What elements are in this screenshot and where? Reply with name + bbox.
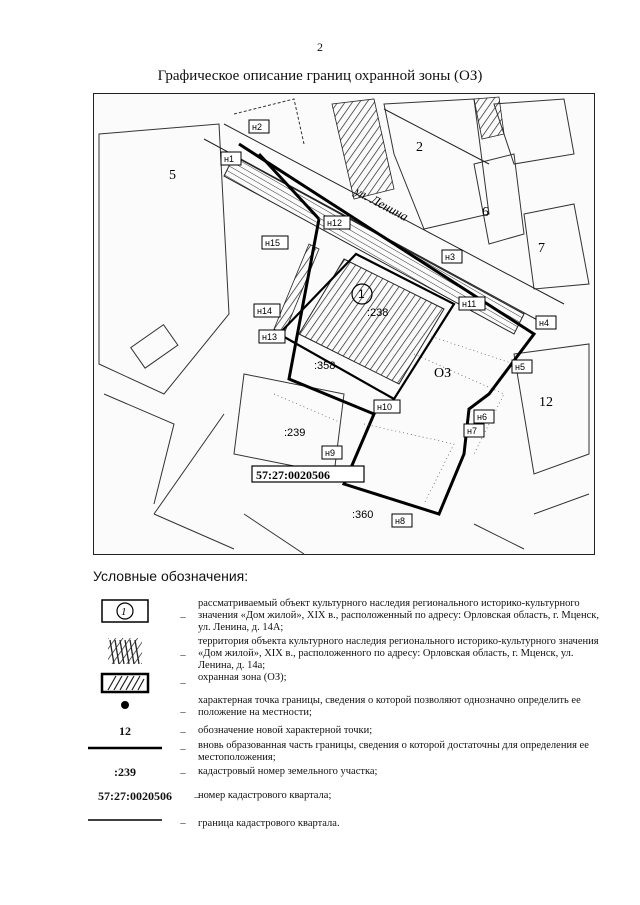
legend-dash: – — [180, 612, 186, 623]
legend-symbol-quarter-boundary — [80, 814, 170, 832]
legend-symbol-quarter: 57:27:0020506 — [98, 789, 172, 803]
svg-text:н14: н14 — [257, 306, 272, 316]
parcel-label-360: :360 — [352, 509, 374, 521]
legend-symbol-point — [80, 695, 170, 721]
point-n13 — [259, 330, 285, 343]
svg-text:н11: н11 — [462, 299, 477, 309]
svg-text:н6: н6 — [477, 412, 487, 422]
building-number-6: 6 — [482, 205, 489, 220]
legend-item-quarter — [80, 790, 620, 808]
point-n14 — [254, 304, 280, 317]
legend-symbol-object — [80, 598, 170, 630]
legend-symbol-new-point: 12 — [119, 724, 131, 738]
legend-text-parcel: кадастровый номер земельного участка; — [198, 766, 378, 777]
point-n5 — [512, 360, 532, 373]
svg-text:н15: н15 — [265, 238, 280, 248]
legend-dash: – — [194, 792, 200, 803]
legend-dash: – — [180, 650, 186, 661]
legend-item-point — [80, 695, 620, 721]
legend-symbol-territory — [80, 636, 170, 670]
building-6 — [474, 154, 524, 244]
page-number: 2 — [317, 40, 323, 54]
quarter-label: 57:27:0020506 — [256, 468, 330, 482]
svg-text:н4: н4 — [539, 318, 549, 328]
legend-dash: – — [180, 707, 186, 718]
point-n2 — [249, 120, 269, 133]
legend-item-quarter-boundary — [80, 814, 620, 832]
parcel-label-238: :238 — [367, 307, 389, 319]
cadastral-map — [93, 93, 595, 555]
legend-text-quarter: номер кадастрового квартала; — [198, 790, 332, 801]
legend-dash: – — [180, 768, 186, 779]
svg-text:н13: н13 — [262, 332, 277, 342]
svg-text:н2: н2 — [252, 122, 262, 132]
legend-text-zone: охранная зона (ОЗ); — [198, 672, 287, 683]
point-n3 — [442, 250, 462, 263]
point-n9 — [322, 446, 342, 459]
svg-text:н8: н8 — [395, 516, 405, 526]
building-7 — [524, 204, 589, 289]
legend-item-new-boundary — [80, 740, 620, 766]
svg-text:н12: н12 — [327, 218, 342, 228]
svg-text:н5: н5 — [515, 362, 525, 372]
legend-dash: – — [180, 818, 186, 829]
legend-item-territory — [80, 636, 620, 672]
legend-dash: – — [180, 744, 186, 755]
point-n11 — [459, 297, 485, 310]
legend-text-territory: территория объекта культурного наследия регионального историко-культурного значения «Дом жилой», XIX в., расположенного по адресу: Орловская область, г. Мценск, ул. Ленина, д. 14а; — [198, 636, 599, 671]
legend-heading: Условные обозначения: — [93, 568, 249, 584]
parcel-label-358: :358 — [314, 360, 336, 372]
legend-text-point: характерная точка границы, сведения о которой позволяют однозначно определить ее положение на местности; — [198, 695, 581, 718]
legend-text-new-boundary: вновь образованная часть границы, сведения о которой достаточны для определения ее местоположения; — [198, 740, 589, 763]
legend-symbol-new-boundary — [80, 740, 170, 760]
parcel-label-239: :239 — [284, 427, 306, 439]
legend-item-parcel — [80, 766, 620, 784]
zone-label: ОЗ — [434, 366, 452, 381]
point-n6 — [474, 410, 494, 423]
building-number-5: 5 — [169, 168, 176, 183]
legend-dash: – — [180, 678, 186, 689]
legend-text-new-point: обозначение новой характерной точки; — [198, 725, 373, 736]
building-number-7: 7 — [538, 241, 545, 256]
point-n8 — [392, 514, 412, 527]
building-number-2: 2 — [416, 140, 423, 155]
point-n1 — [221, 152, 241, 165]
svg-text:н9: н9 — [325, 448, 335, 458]
building-5 — [99, 124, 229, 394]
point-n12 — [324, 216, 350, 229]
legend-dash: – — [180, 727, 186, 738]
legend-item-object — [80, 598, 620, 638]
object-marker: 1 — [358, 287, 365, 301]
building-number-12: 12 — [539, 395, 553, 410]
point-n10 — [374, 400, 400, 413]
point-n15 — [262, 236, 288, 249]
point-n7 — [464, 424, 484, 437]
svg-text:н7: н7 — [467, 426, 477, 436]
svg-text:н1: н1 — [224, 154, 234, 164]
point-n4 — [536, 316, 556, 329]
legend-symbol-text: 1 — [121, 606, 127, 618]
page-title: Графическое описание границ охранной зоны (ОЗ) — [157, 68, 483, 84]
legend-symbol-parcel: :239 — [114, 765, 136, 779]
svg-text:н10: н10 — [377, 402, 392, 412]
map-drawing — [94, 94, 594, 554]
legend-text-quarter-boundary: граница кадастрового квартала. — [198, 818, 340, 829]
svg-text:н3: н3 — [445, 252, 455, 262]
legend-text-object: рассматриваемый объект культурного наследия регионального историко-культурного значения «Дом жилой», XIX в., расположенный по адресу: Орловская область, г. Мценск, ул. Ленина, д. 14А; — [198, 598, 599, 633]
street-label: ул. Ленина — [352, 183, 411, 224]
